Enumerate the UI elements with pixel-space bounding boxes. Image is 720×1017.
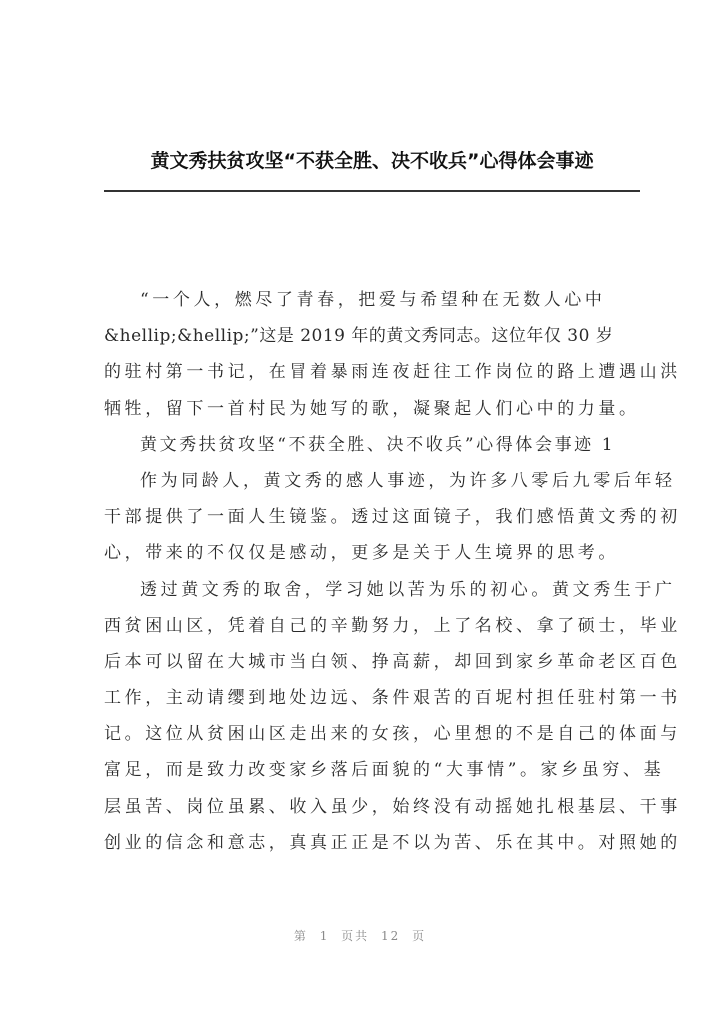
paragraph-line: &hellip;&hellip;”这是 2019 年的黄文秀同志。这位年仅 30 岁 [104,326,614,347]
section-heading-line: 黄文秀扶贫攻坚“不获全胜、决不收兵”心得体会事迹 1 [140,434,616,455]
paragraph-line: 心，带来的不仅仅是感动，更多是关于人生境界的思考。 [104,543,619,564]
document-title: 黄文秀扶贫攻坚“不获全胜、决不收兵”心得体会事迹 [150,150,594,172]
paragraph-line: 记。这位从贫困山区走出来的女孩，心里想的不是自己的体面与 [104,724,681,745]
paragraph-line: 透过黄文秀的取舍，学习她以苦为乐的初心。黄文秀生于广 [140,579,676,600]
paragraph-line: 牺牲，留下一首村民为她写的歌，凝聚起人们心中的力量。 [104,398,640,419]
paragraph-line: “一个人，燃尽了青春，把爱与希望种在无数人心中 [140,290,606,310]
paragraph-line: 富足，而是致力改变家乡落后面貌的“大事情”。家乡虽穷、基 [104,760,665,781]
page-number-footer: 第 1 页共 12 页 [293,929,427,943]
paragraph-line: 作为同龄人，黄文秀的感人事迹，为许多八零后九零后年轻 [140,470,676,491]
paragraph-line: 的驻村第一书记，在冒着暴雨连夜赶往工作岗位的路上遭遇山洪 [104,362,681,383]
paragraph-line: 干部提供了一面人生镜鉴。透过这面镜子，我们感悟黄文秀的初 [104,507,681,528]
paragraph-line: 西贫困山区，凭着自己的辛勤努力，上了名校、拿了硕士，毕业 [104,615,681,636]
paragraph-line: 后本可以留在大城市当白领、挣高薪，却回到家乡革命老区百色 [104,651,681,672]
paragraph-line: 创业的信念和意志，真真正正是不以为苦、乐在其中。对照她的 [104,832,681,853]
paragraph-line: 层虽苦、岗位虽累、收入虽少，始终没有动摇她扎根基层、干事 [104,796,681,817]
paragraph-line: 工作，主动请缨到地处边远、条件艰苦的百坭村担任驻村第一书 [104,688,681,709]
title-divider [104,190,640,192]
document-body [104,282,681,861]
